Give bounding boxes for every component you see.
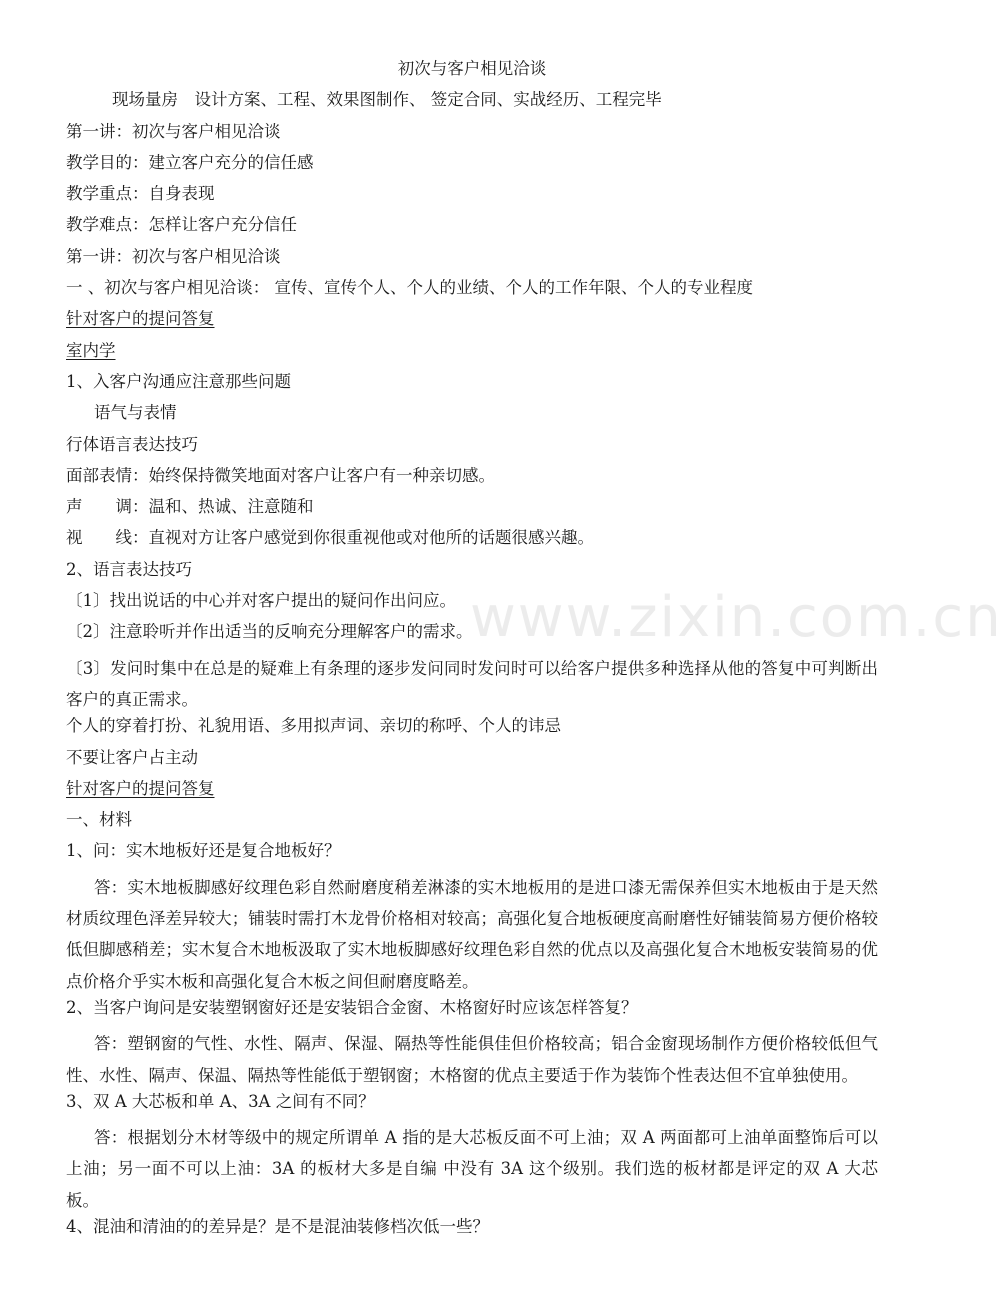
- teaching-difficulty: 教学难点：怎样让客户充分信任: [66, 215, 297, 235]
- personal-appearance: 个人的穿着打扮、礼貌用语、多用拟声词、亲切的称呼、个人的讳忌: [66, 716, 561, 736]
- underlined-heading-qa-2: 针对客户的提问答复: [66, 778, 215, 798]
- question-2: 2、当客户询问是安装塑钢窗好还是安装铝合金窗、木格窗好时应该怎样答复？: [66, 997, 638, 1017]
- document-body: [66, 58, 878, 1247]
- answer-2: 答：塑钢窗的气性、水性、隔声、保湿、隔热等性能俱佳但价格较高；铝合金窗现场制作方便价格较低但气性、水性、隔声、保温、隔热等性能低于塑钢窗；木格窗的优点主要适于作为装饰个性表达但不宜单独使用。: [66, 1034, 878, 1085]
- answer-3: 答：根据划分木材等级中的规定所谓单 A 指的是大芯板反面不可上油；双 A 两面都可上油单面整饰后可以上油；另一面不可以上油：3A 的板材大多是自编 中没有 3A 这个级别。我们选的板材都是评定的双 A 大芯板。: [66, 1128, 878, 1210]
- question-1: 1、问：实木地板好还是复合地板好？: [66, 841, 341, 861]
- question-3: 3、双 A 大芯板和单 A、3A 之间有不同？: [66, 1091, 375, 1111]
- skill-3: 〔3〕发问时集中在总是的疑难上有条理的逐步发问同时发问时可以给客户提供多种选择从他的答复中可判断出客户的真正需求。: [66, 658, 878, 709]
- document-title: 初次与客户相见洽谈: [397, 59, 547, 78]
- tone-expression: 语气与表情: [94, 403, 177, 423]
- document-subtitle: 现场量房 设计方案、工程、效果图制作、 签定合同、实战经历、工程完毕: [112, 90, 662, 110]
- question-4: 4、混油和清油的的差异是？是不是混油装修档次低一些？: [66, 1216, 489, 1236]
- answer-1: 答：实木地板脚感好纹理色彩自然耐磨度稍差淋漆的实木地板用的是进口漆无需保养但实木地板由于是天然材质纹理色泽差异较大；铺装时需打木龙骨价格相对较高；高强化复合地板硬度高耐磨性好铺装简易方便价格较低但脚感稍差；实木复合木地板汲取了实木地板脚感好纹理色彩自然的优点以及高强化复合木地板安装简易的优点价格介乎实木板和高强化复合木板之间但耐磨度略差。: [66, 877, 878, 991]
- underlined-heading-qa: 针对客户的提问答复: [66, 309, 215, 329]
- item-1-heading: 1、入客户沟通应注意那些问题: [66, 371, 291, 391]
- section-one-intro: 一 、初次与客户相见洽谈： 宣传、宣传个人、个人的业绩、个人的工作年限、个人的专业程度: [66, 278, 753, 298]
- dont-let-client-lead: 不要让客户占主动: [66, 747, 198, 767]
- underlined-heading-interior: 室内学: [66, 340, 116, 360]
- body-language: 行体语言表达技巧: [66, 434, 198, 454]
- voice-tone: 声 调：温和、热诚、注意随和: [66, 497, 314, 517]
- lecture-heading: 第一讲：初次与客户相见洽谈: [66, 121, 281, 141]
- facial-expression: 面部表情：始终保持微笑地面对客户让客户有一种亲切感。: [66, 465, 495, 485]
- teaching-goal: 教学目的：建立客户充分的信任感: [66, 152, 314, 172]
- item-2-heading: 2、语言表达技巧: [66, 559, 192, 579]
- skill-1: 〔1〕找出说话的中心并对客户提出的疑问作出问应。: [66, 591, 456, 611]
- materials-heading: 一、材料: [66, 810, 132, 830]
- watermark: www.zixin.com.cn: [470, 585, 1003, 650]
- teaching-focus: 教学重点：自身表现: [66, 184, 215, 204]
- skill-2: 〔2〕注意聆听并作出适当的反响充分理解客户的需求。: [66, 622, 473, 642]
- lecture-heading-repeat: 第一讲：初次与客户相见洽谈: [66, 246, 281, 266]
- eye-contact: 视 线：直视对方让客户感觉到你很重视他或对他所的话题很感兴趣。: [66, 528, 594, 548]
